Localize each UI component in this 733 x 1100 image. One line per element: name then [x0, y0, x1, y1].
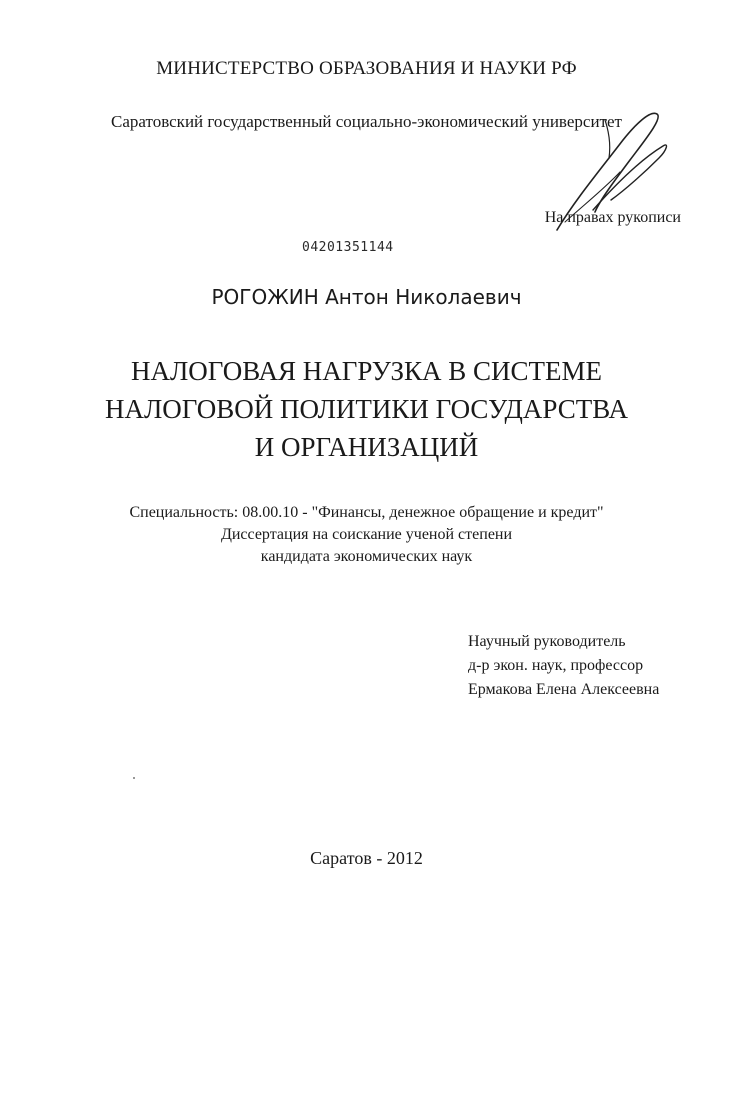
scan-speck — [133, 777, 135, 779]
degree-line: Диссертация на соискание ученой степени — [220, 526, 513, 543]
ministry-heading: МИНИСТЕРСТВО ОБРАЗОВАНИЯ И НАУКИ РФ — [156, 58, 577, 79]
dissertation-title — [0, 352, 733, 466]
title-line: НАЛОГОВАЯ НАГРУЗКА В СИСТЕМЕ — [130, 356, 603, 386]
catalog-number: 04201351144 — [302, 240, 394, 255]
title-line: И ОРГАНИЗАЦИЙ — [254, 432, 479, 462]
author-name: РОГОЖИН Антон Николаевич — [211, 285, 522, 309]
supervisor-role: Научный руководитель — [468, 633, 626, 650]
title-line: НАЛОГОВОЙ ПОЛИТИКИ ГОСУДАРСТВА — [104, 394, 629, 424]
degree-line: кандидата экономических наук — [260, 548, 473, 565]
place-year: Саратов - 2012 — [310, 848, 423, 868]
supervisor-name: Ермакова Елена Алексеевна — [468, 681, 660, 698]
manuscript-note: На правах рукописи — [544, 209, 681, 226]
specialty-block — [0, 502, 733, 568]
specialty-line: Специальность: 08.00.10 - "Финансы, денежное обращение и кредит" — [129, 504, 604, 521]
university-name: Саратовский государственный социально-экономический университет — [111, 112, 622, 131]
supervisor-block — [468, 630, 659, 702]
supervisor-degree: д-р экон. наук, профессор — [468, 657, 644, 674]
